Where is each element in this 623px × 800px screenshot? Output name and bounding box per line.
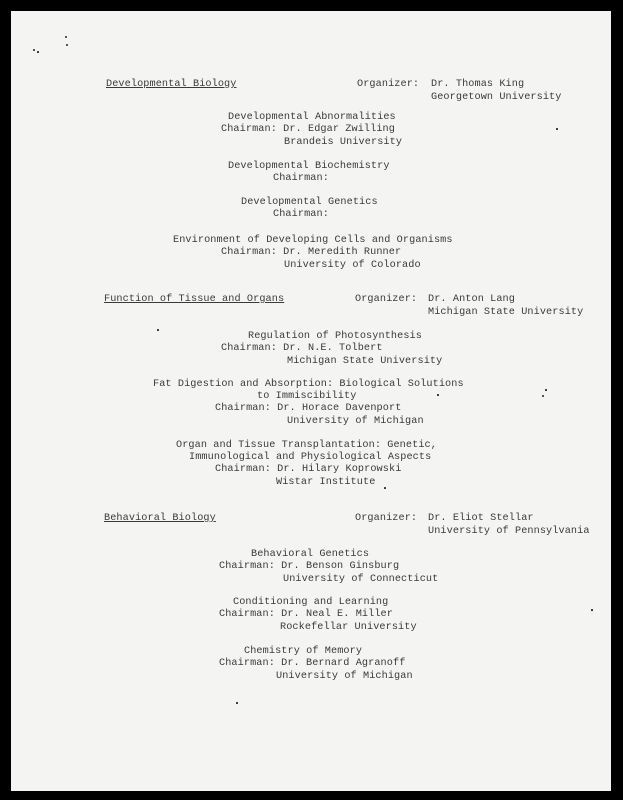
session-affiliation: Rockefellar University xyxy=(280,622,417,633)
section-title-behavioral-biology: Behavioral Biology xyxy=(104,513,216,524)
session-title: Regulation of Photosynthesis xyxy=(248,331,422,342)
session-chairman: Chairman: Dr. Hilary Koprowski xyxy=(215,464,402,475)
session-title: Developmental Genetics xyxy=(241,197,378,208)
organizer-name: Dr. Anton Lang xyxy=(428,294,515,305)
session-title: Chemistry of Memory xyxy=(244,646,363,657)
scan-speck xyxy=(236,702,238,704)
document-page xyxy=(11,11,611,791)
session-affiliation: Wistar Institute xyxy=(276,477,376,488)
scan-speck xyxy=(66,44,68,46)
organizer-name: Dr. Thomas King xyxy=(431,79,525,90)
session-affiliation: Michigan State University xyxy=(287,356,443,367)
session-title: Organ and Tissue Transplantation: Genetic, xyxy=(176,440,437,451)
session-title: Behavioral Genetics xyxy=(251,549,370,560)
session-title: Environment of Developing Cells and Organisms xyxy=(173,235,453,246)
session-chairman: Chairman: Dr. Neal E. Miller xyxy=(219,609,393,620)
session-chairman: Chairman: Dr. Bernard Agranoff xyxy=(219,658,406,669)
session-affiliation: University of Colorado xyxy=(284,260,421,271)
session-chairman: Chairman: Dr. Meredith Runner xyxy=(221,247,402,258)
organizer-name: Dr. Eliot Stellar xyxy=(428,513,534,524)
scan-speck xyxy=(556,128,558,130)
session-title: Developmental Biochemistry xyxy=(228,161,390,172)
session-affiliation: University of Michigan xyxy=(276,671,413,682)
session-title: Fat Digestion and Absorption: Biological Solutions xyxy=(153,379,464,390)
session-chairman: Chairman: Dr. Horace Davenport xyxy=(215,403,402,414)
session-title-continued: to Immiscibility xyxy=(257,391,357,402)
session-chairman: Chairman: Dr. N.E. Tolbert xyxy=(221,343,383,354)
scan-speck xyxy=(545,389,547,391)
organizer-label: Organizer: xyxy=(355,513,418,524)
scan-speck xyxy=(591,609,593,611)
scan-speck xyxy=(157,329,159,331)
organizer-label: Organizer: xyxy=(357,79,420,90)
session-chairman: Chairman: xyxy=(273,173,329,184)
scan-speck xyxy=(384,487,386,489)
session-title: Conditioning and Learning xyxy=(233,597,389,608)
scan-speck xyxy=(37,51,39,53)
section-title-developmental-biology: Developmental Biology xyxy=(106,79,237,90)
session-title-continued: Immunological and Physiological Aspects xyxy=(189,452,432,463)
session-affiliation: Brandeis University xyxy=(284,137,403,148)
scan-speck xyxy=(65,36,67,38)
organizer-label: Organizer: xyxy=(355,294,418,305)
session-chairman: Chairman: Dr. Edgar Zwilling xyxy=(221,124,395,135)
scan-speck xyxy=(542,395,544,397)
section-title-function-of-tissue: Function of Tissue and Organs xyxy=(104,294,285,305)
organizer-affiliation: Michigan State University xyxy=(428,307,584,318)
organizer-affiliation: Georgetown University xyxy=(431,92,562,103)
session-chairman: Chairman: xyxy=(273,209,329,220)
session-affiliation: University of Connecticut xyxy=(283,574,439,585)
scan-speck xyxy=(437,394,439,396)
session-title: Developmental Abnormalities xyxy=(228,112,396,123)
session-chairman: Chairman: Dr. Benson Ginsburg xyxy=(219,561,400,572)
scan-speck xyxy=(33,49,35,51)
session-affiliation: University of Michigan xyxy=(287,416,424,427)
organizer-affiliation: University of Pennsylvania xyxy=(428,526,590,537)
